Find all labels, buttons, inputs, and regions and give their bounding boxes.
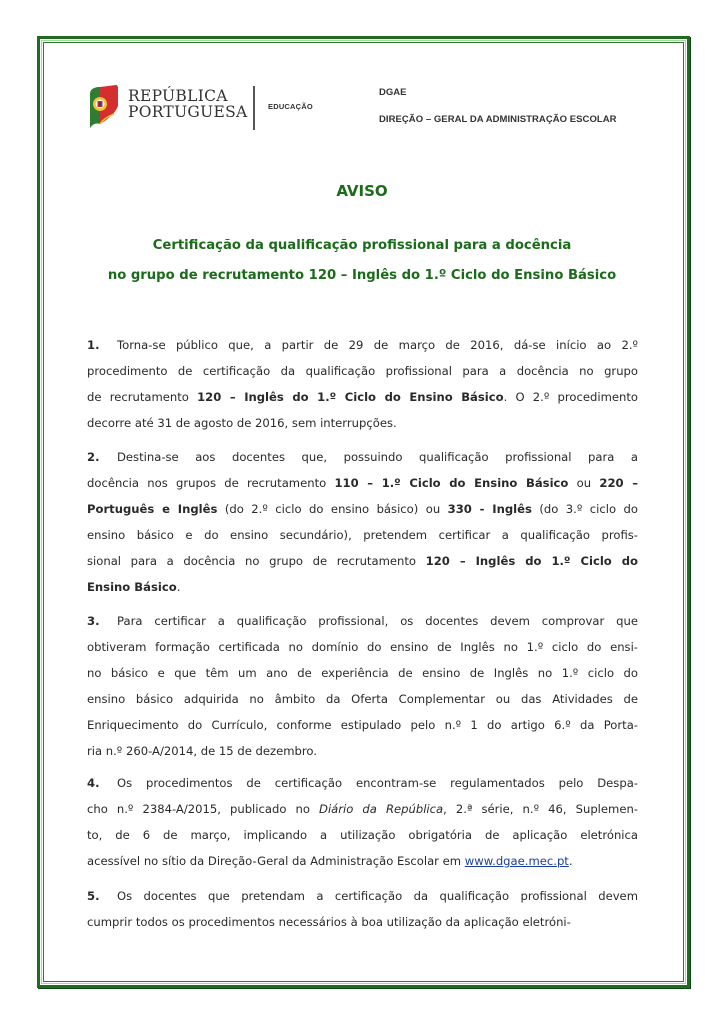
text-segment: obtiveram formação certificada no domínio do ensino de Inglês no 1.º ciclo do ensi- [87,640,638,654]
paragraph-line [87,770,638,796]
paragraph-number: 3. [87,614,100,628]
paragraph-line [87,358,638,384]
text-segment: . [176,580,181,594]
agency-full-name: DIREÇÃO – GERAL DA ADMINISTRAÇÃO ESCOLAR [379,114,617,125]
text-segment: ria n.º 260-A/2014, de 15 de dezembro. [87,744,317,758]
paragraph-line [87,470,638,496]
text-segment: ou [568,476,600,490]
text-segment: ensino básico e do ensino secundário), pretendem certificar a qualificação profis- [87,528,638,542]
text-segment: ensino básico adquirida no âmbito da Oferta Complementar ou das Atividades de [87,692,638,706]
bold-text: 120 – Inglês do 1.º Ciclo do [425,554,639,568]
text-segment: (do 3.º ciclo do [531,502,638,516]
text-segment: . [568,854,573,868]
paragraph-line [87,796,638,822]
paragraph-2 [87,444,638,600]
paragraph-3 [87,608,638,764]
paragraph-line [87,686,638,712]
subtitle-line-2: no grupo de recrutamento 120 – Inglês do 1.º Ciclo do Ensino Básico [107,268,617,283]
paragraph-number: 1. [87,338,100,352]
paragraph-4 [87,770,638,874]
bold-text: Ensino Básico [87,580,177,594]
paragraph-line [87,496,638,522]
dgae-website-link[interactable]: www.dgae.mec.pt [464,854,569,868]
bold-text: 220 – [599,476,638,490]
wordmark-line-2: PORTUGUESA [128,103,248,121]
paragraph-line [87,822,638,848]
paragraph-5 [87,883,638,935]
paragraph-line [87,883,638,909]
text-segment: to, de 6 de março, implicando a utilização obrigatória de aplicação eletrónica [87,828,638,842]
paragraph-number: 5. [87,889,100,903]
document-subtitle [0,231,724,291]
text-segment: Destina-se aos docentes que, possuindo qualificação profissional para a [117,450,638,464]
paragraph-number: 4. [87,776,100,790]
text-segment: . O 2.º procedimento [503,390,638,404]
document-title: AVISO [336,182,388,200]
bold-text: 330 - Inglês [447,502,532,516]
text-segment: , 2.ª série, n.º 46, Suplemen- [443,802,638,816]
text-segment: procedimento de certificação da qualificação profissional para a docência no grupo [87,364,638,378]
text-segment: Os procedimentos de certificação encontram-se regulamentados pelo Despa- [117,776,638,790]
paragraph-1 [87,332,638,436]
text-segment: Para certificar a qualificação profissional, os docentes devem comprovar que [117,614,638,628]
agency-short-name: DGAE [379,87,407,98]
text-segment: Enriquecimento do Currículo, conforme estipulado pelo n.º 1 do artigo 6.º da Porta- [87,718,638,732]
ministry-label: EDUCAÇÃO [268,102,313,111]
text-segment: cumprir todos os procedimentos necessários à boa utilização da aplicação eletróni- [87,915,571,929]
republica-portuguesa-wordmark [128,88,248,120]
text-segment: (do 2.º ciclo do ensino básico) ou [217,502,448,516]
text-segment: Os docentes que pretendam a certificação da qualificação profissional devem [117,889,638,903]
paragraph-line [87,738,638,764]
paragraph-number: 2. [87,450,100,464]
bold-text: 120 – Inglês do 1.º Ciclo do Ensino Básico [197,390,504,404]
paragraph-line [87,384,638,410]
text-segment: decorre até 31 de agosto de 2016, sem interrupções. [87,416,397,430]
paragraph-line [87,548,638,574]
text-segment: no básico e que têm um ano de experiência de ensino de Inglês no 1.º ciclo do [87,666,638,680]
paragraph-line [87,522,638,548]
wordmark-line-1: REPÚBLICA [128,87,228,105]
text-segment: sional para a docência no grupo de recrutamento [87,554,426,568]
italic-text: Diário da República [319,802,444,816]
republica-portuguesa-logo-icon [86,84,120,130]
bold-text: 110 – 1.º Ciclo do Ensino Básico [334,476,569,490]
paragraph-line [87,444,638,470]
paragraph-line [87,608,638,634]
bold-text: Português e Inglês [87,502,218,516]
header-separator [253,86,255,130]
subtitle-line-1: Certificação da qualificação profissional para a docência [152,238,572,253]
text-segment: docência nos grupos de recrutamento [87,476,335,490]
text-segment: de recrutamento [87,390,198,404]
paragraph-line [87,660,638,686]
paragraph-line [87,574,638,600]
text-segment: acessível no sítio da Direção-Geral da Administração Escolar em [87,854,465,868]
paragraph-line [87,634,638,660]
text-segment: Torna-se público que, a partir de 29 de março de 2016, dá-se início ao 2.º [117,338,638,352]
paragraph-line [87,410,638,436]
paragraph-line [87,848,638,874]
paragraph-line [87,332,638,358]
paragraph-line [87,712,638,738]
paragraph-line [87,909,638,935]
text-segment: cho n.º 2384-A/2015, publicado no [87,802,320,816]
